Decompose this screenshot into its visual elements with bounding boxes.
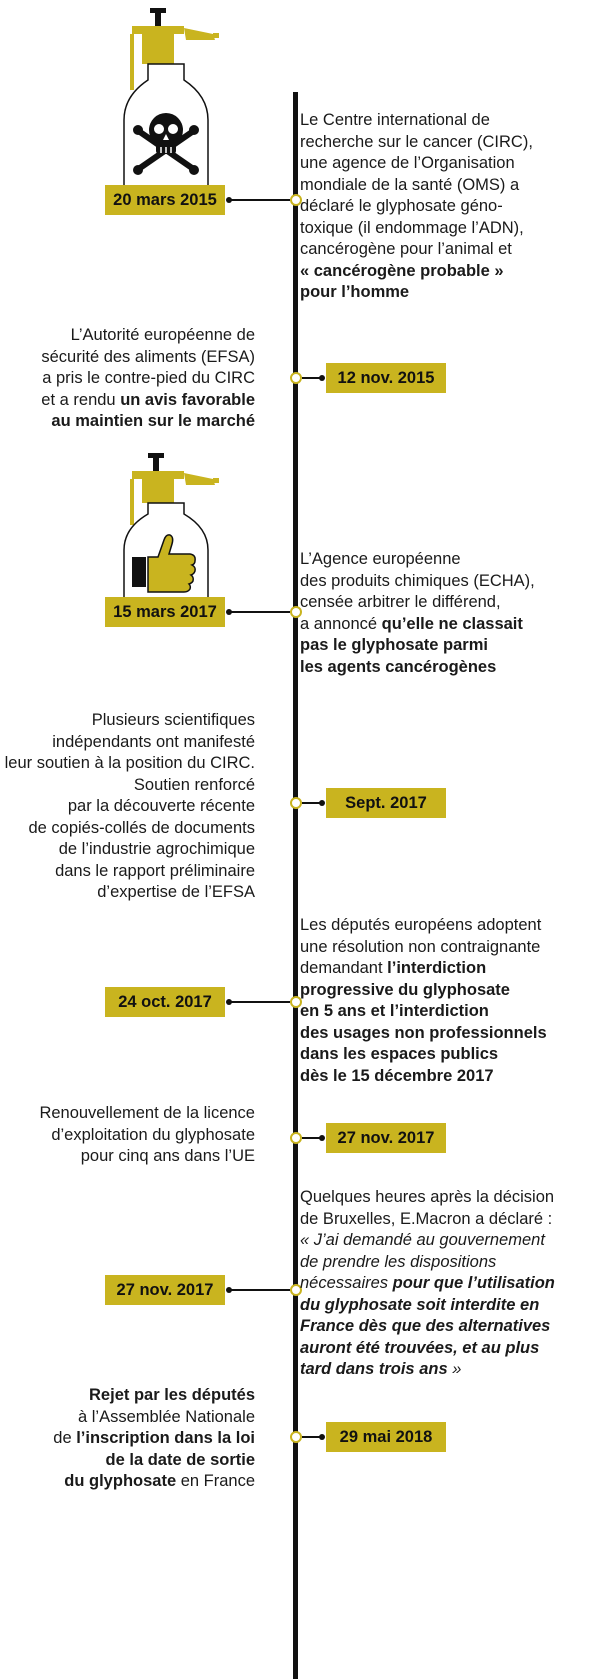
text-segment: d’exploitation du glyphosate [51,1125,255,1144]
description-line [300,1187,555,1209]
text-segment: de Bruxelles, E.Macron a déclaré : [300,1209,553,1228]
text-segment: une agence de l’Organisation [300,154,515,172]
description-line [300,282,533,304]
text-segment: Plusieurs scientifiques [91,711,255,729]
description-line [300,1252,555,1274]
description-line [5,861,255,883]
connector-line [227,1001,290,1003]
event-description [300,915,547,1087]
emphasis-text: dès le 15 décembre 2017 [300,1066,494,1085]
description-line [41,347,255,369]
event-description [300,549,535,678]
text-segment: L’Agence européenne [300,550,461,568]
description-line [300,1338,555,1360]
description-line [39,1103,255,1125]
description-line [53,1450,255,1472]
emphasis-text: de la date de sortie [105,1450,255,1469]
text-segment: et a rendu [41,390,121,409]
text-segment: a pris le contre-pied du CIRC [42,369,255,387]
date-badge: Sept. 2017 [326,788,446,818]
connector-end-dot [226,999,232,1005]
text-segment: « J’ai demandé au gouvernement [300,1231,545,1249]
text-segment: d’expertise de l’EFSA [97,883,255,901]
description-line [300,110,533,132]
text-segment: Soutien renforcé [133,775,255,794]
date-badge: 27 nov. 2017 [326,1123,446,1153]
text-segment: à l’Assemblée Nationale [77,1407,255,1426]
description-line [5,818,255,840]
description-line [300,635,535,657]
emphasis-text: en 5 ans et l’interdiction [300,1002,489,1020]
description-line [300,915,547,937]
date-badge: 29 mai 2018 [326,1422,446,1452]
event-description [39,1103,255,1168]
event-description [41,325,255,433]
text-segment: censée arbitrer le différend, [300,593,501,611]
text-segment: nécessaires [300,1274,393,1292]
text-segment: demandant [300,959,388,977]
description-line [300,196,533,218]
description-line [300,261,533,283]
description-line [300,153,533,175]
emphasis-text: dans les espaces publics [300,1045,499,1063]
emphasis-text: des usages non professionnels [300,1023,547,1042]
text-segment: a annoncé [300,614,382,633]
description-line [300,980,547,1002]
text-segment: mondiale de la santé (OMS) a [300,175,520,194]
description-line [41,368,255,390]
description-line [300,614,535,636]
emphasis-text: auront été trouvées, et au plus [300,1338,540,1357]
text-segment: de prendre les dispositions [300,1252,497,1271]
emphasis-text: au maintien sur le marché [51,412,255,430]
description-line [5,796,255,818]
text-segment: leur soutien à la position du CIRC. [4,754,255,772]
text-segment: cancérogène pour l’animal et [300,240,512,258]
text-segment: Le Centre international de [300,111,490,129]
description-line [41,325,255,347]
connector-end-dot [319,800,325,806]
description-line [53,1385,255,1407]
text-segment: Quelques heures après la décision [300,1188,555,1206]
text-segment: de [53,1429,77,1447]
description-line [300,1230,555,1252]
description-line [300,1295,555,1317]
date-badge: 20 mars 2015 [105,185,225,215]
text-segment: déclaré le glyphosate géno- [300,197,503,215]
description-line [41,411,255,433]
sprayer-bottle-thumbs-up [118,450,233,610]
date-badge: 24 oct. 2017 [105,987,225,1017]
date-badge: 12 nov. 2015 [326,363,446,393]
description-line [300,1001,547,1023]
description-line [53,1428,255,1450]
text-segment: des produits chimiques (ECHA), [300,571,535,590]
description-line [300,937,547,959]
description-line [39,1125,255,1147]
emphasis-text: pour que l’utilisation [392,1274,555,1292]
description-line [300,1023,547,1045]
description-line [5,753,255,775]
connector-end-dot [226,1287,232,1293]
description-line [300,657,535,679]
emphasis-text: pas le glyphosate parmi [300,636,488,654]
description-line [300,549,535,571]
description-line [300,1316,555,1338]
event-description [53,1385,255,1493]
emphasis-text: du glyphosate [64,1472,177,1490]
emphasis-text: l’interdiction [387,959,487,977]
text-segment: pour cinq ans dans l’UE [80,1147,255,1165]
emphasis-text: « cancérogène probable » [300,261,504,280]
description-line [5,882,255,904]
description-line [300,1273,555,1295]
emphasis-text: Rejet par les députés [89,1386,255,1404]
description-line [41,390,255,412]
description-line [300,1044,547,1066]
description-line [300,958,547,980]
text-segment: toxique (il endommage l’ADN), [300,218,524,237]
text-segment: de copiés-collés de documents [28,818,255,837]
emphasis-text: progressive du glyphosate [300,980,510,999]
emphasis-text: tard dans trois ans [300,1360,448,1378]
description-line [5,775,255,797]
text-segment: par la découverte récente [67,797,255,815]
text-segment: Renouvellement de la licence [39,1104,255,1122]
text-segment: » [447,1360,462,1378]
date-badge: 27 nov. 2017 [105,1275,225,1305]
date-badge: 15 mars 2017 [105,597,225,627]
text-segment: indépendants ont manifesté [52,732,255,751]
text-segment: Les députés européens adoptent [300,916,542,934]
timeline-marker [290,797,302,809]
emphasis-text: l’inscription dans la loi [76,1429,255,1447]
text-segment: dans le rapport préliminaire [55,861,255,880]
emphasis-text: France dès que des alternatives [300,1317,551,1335]
connector-line [227,611,290,613]
text-segment: L’Autorité européenne de [70,326,255,344]
description-line [300,239,533,261]
description-line [300,571,535,593]
event-description [300,1187,555,1381]
text-segment: en France [176,1472,255,1490]
timeline-marker [290,372,302,384]
description-line [53,1407,255,1429]
event-description [300,110,533,304]
description-line [300,132,533,154]
text-segment: sécurité des aliments (EFSA) [41,347,255,366]
description-line [53,1471,255,1493]
description-line [300,175,533,197]
emphasis-text: qu’elle ne classait [381,614,523,633]
description-line [300,1359,555,1381]
description-line [300,1066,547,1088]
connector-end-dot [319,1434,325,1440]
text-segment: recherche sur le cancer (CIRC), [300,132,533,151]
timeline-marker [290,1431,302,1443]
description-line [300,218,533,240]
connector-end-dot [319,1135,325,1141]
emphasis-text: les agents cancérogènes [300,657,497,676]
connector-end-dot [226,197,232,203]
description-line [300,592,535,614]
emphasis-text: un avis favorable [120,390,255,409]
description-line [5,732,255,754]
connector-end-dot [226,609,232,615]
text-segment: de l’industrie agrochimique [58,840,255,858]
connector-line [227,1289,290,1291]
event-description [5,710,255,904]
emphasis-text: du glyphosate soit interdite en [300,1295,540,1314]
description-line [5,710,255,732]
text-segment: une résolution non contraignante [300,937,541,956]
description-line [5,839,255,861]
sprayer-bottle-skull [118,0,233,200]
description-line [39,1146,255,1168]
emphasis-text: pour l’homme [300,283,410,301]
description-line [300,1209,555,1231]
connector-line [227,199,290,201]
timeline-marker [290,1132,302,1144]
connector-end-dot [319,375,325,381]
